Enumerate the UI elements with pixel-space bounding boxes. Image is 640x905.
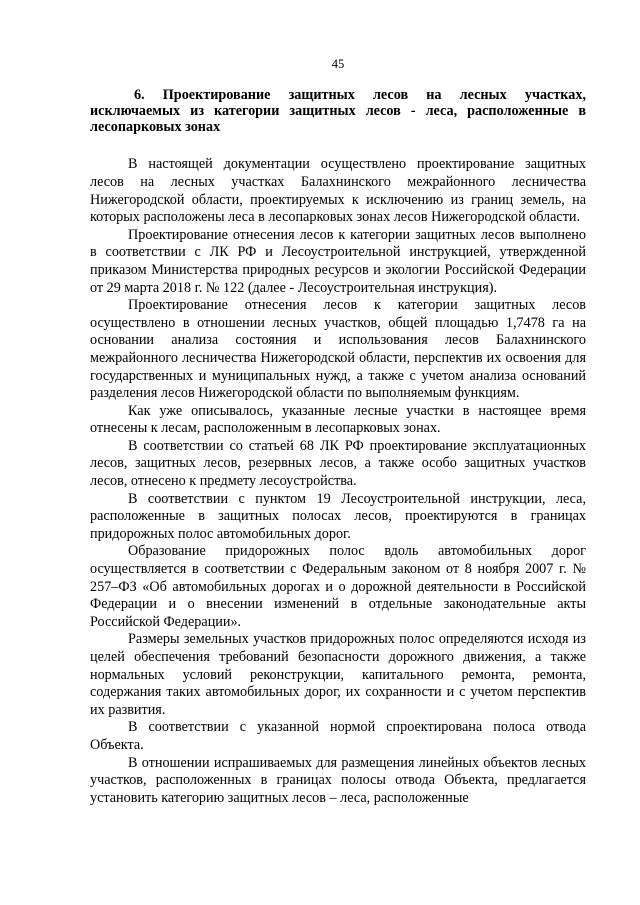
paragraph: В настоящей документации осуществлено проектирование защитных лесов на лесных участках Балахнинского межрайонного лесничества Нижегородской области, проектируемых к исключению из границ земель, на которых расположены леса в лесопарковых зонах лесов Нижегородской области. [90,156,586,226]
section-heading: 6. Проектирование защитных лесов на лесных участках, исключаемых из категории защитных лесов - леса, расположенные в лесопарковых зонах [90,87,586,135]
page-number: 45 [331,57,345,71]
paragraph: В соответствии со статьей 68 ЛК РФ проектирование эксплуатационных лесов, защитных лесов, резервных лесов, а также особо защитных участков лесов, отнесено к предмету лесоустройства. [90,437,586,490]
document-page [90,56,586,807]
body-text [90,156,586,807]
paragraph: Проектирование отнесения лесов к категории защитных лесов выполнено в соответствии с ЛК РФ и Лесоустроительной инструкцией, утвержденной приказом Министерства природных ресурсов и экологии Российской Федерации от 29 марта 2018 г. № 122 (далее - Лесоустроительная инструкция). [90,226,586,296]
paragraph: В отношении испрашиваемых для размещения линейных объектов лесных участков, расположенных в границах полосы отвода Объекта, предлагается установить категорию защитных лесов – леса, расположенные [90,754,586,806]
paragraph: Как уже описывалось, указанные лесные участки в настоящее время отнесены к лесам, расположенным в лесопарковых зонах. [90,402,586,437]
paragraph: В соответствии с пунктом 19 Лесоустроительной инструкции, леса, расположенные в защитных полосах лесов, проектируются в границах придорожных полос автомобильных дорог. [90,490,586,542]
paragraph: Размеры земельных участков придорожных полос определяются исходя из целей обеспечения требований безопасности дорожного движения, а также нормальных условий реконструкции, капитального ремонта, ремонта, содержания таких автомобильных дорог, их сохранности и с учетом перспектив их развития. [90,631,586,718]
paragraph: В соответствии с указанной нормой спроектирована полоса отвода Объекта. [90,719,586,753]
paragraph: Образование придорожных полос вдоль автомобильных дорог осуществляется в соответствии с Федеральным законом от 8 ноября 2007 г. № 257–ФЗ «Об автомобильных дорогах и о дорожной деятельности в Российской Федерации и о внесении изменений в отдельные законодательные акты Российской Федерации». [90,543,586,630]
paragraph: Проектирование отнесения лесов к категории защитных лесов осуществлено в отношении лесных участков, общей площадью 1,7478 га на основании анализа состояния и использования лесов Балахнинского межрайонного лесничества Нижегородской области, перспектив их освоения для государственных и муниципальных нужд, а также с учетом анализа оснований разделения лесов Нижегородской области по выполняемым функциям. [90,297,586,402]
